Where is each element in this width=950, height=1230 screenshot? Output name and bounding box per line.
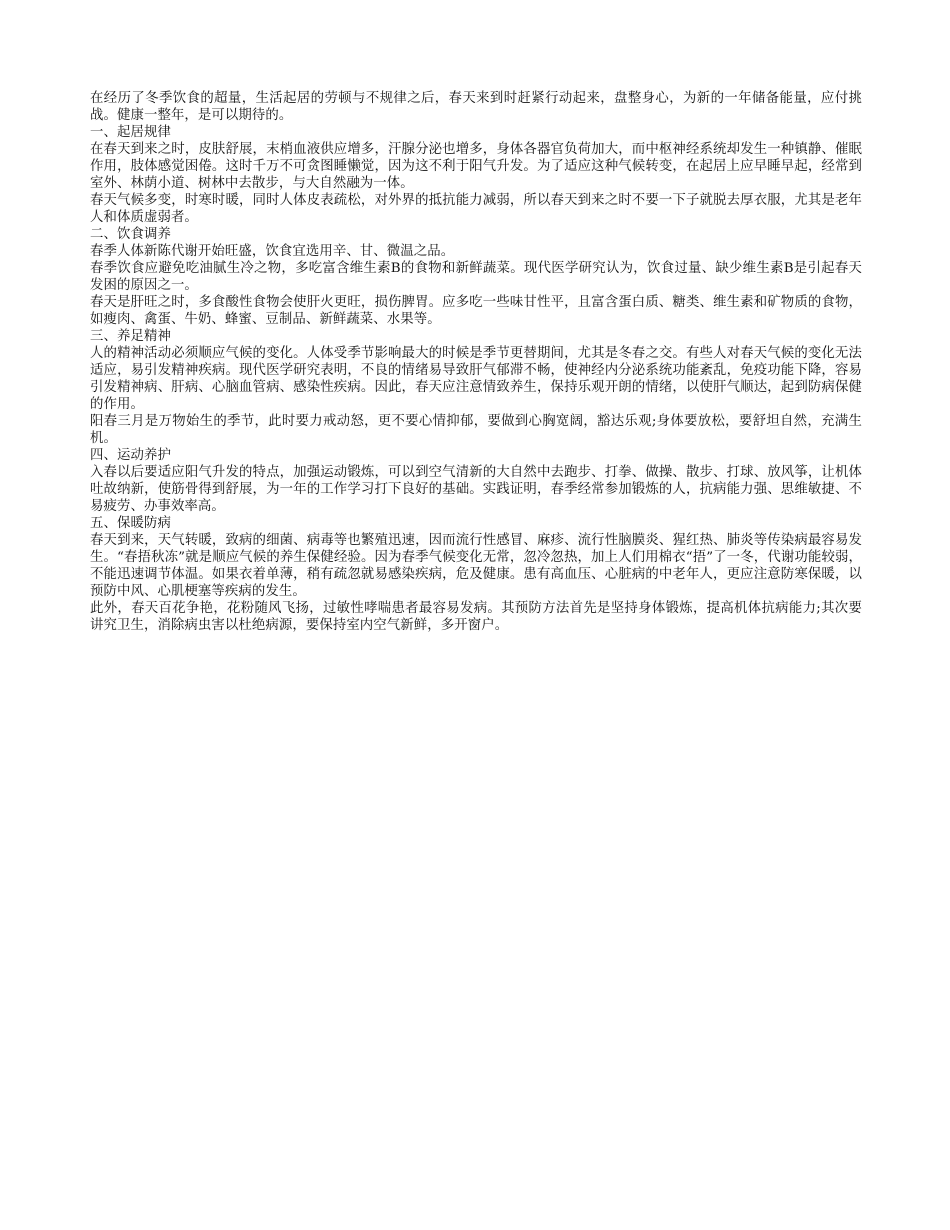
paragraph: 在春天到来之时，皮肤舒展，末梢血液供应增多，汗腺分泌也增多，身体各器官负荷加大，而中枢神经系统却发生一种镇静、催眠作用，肢体感觉困倦。这时千万不可贪图睡懒觉，因为这不利于阳气升发。为了适应这种气候转变，在起居上应早睡早起，经常到室外、林荫小道、树林中去散步，与大自然融为一体。 xyxy=(90,142,862,191)
section-heading: 四、运动养护 xyxy=(90,448,171,463)
paragraph: 人的精神活动必须顺应气候的变化。人体受季节影响最大的时候是季节更替期间，尤其是冬春之交。有些人对春天气候的变化无法适应，易引发精神疾病。现代医学研究表明，不良的情绪易导致肝气郁滞不畅，使神经内分泌系统功能紊乱，免疫功能下降，容易引发精神病、肝病、心脑血管病、感染性疾病。因此，春天应注意情致养生，保持乐观开朗的情绪，以使肝气顺达，起到防病保健的作用。 xyxy=(90,346,862,412)
section-heading: 五、保暖防病 xyxy=(90,516,171,531)
paragraph: 春天气候多变，时寒时暖，同时人体皮表疏松，对外界的抵抗能力减弱，所以春天到来之时不要一下子就脱去厚衣服，尤其是老年人和体质虚弱者。 xyxy=(90,193,862,225)
paragraph: 春天是肝旺之时，多食酸性食物会使肝火更旺，损伤脾胃。应多吃一些味甘性平，且富含蛋白质、糖类、维生素和矿物质的食物，如瘦肉、禽蛋、牛奶、蜂蜜、豆制品、新鲜蔬菜、水果等。 xyxy=(90,295,862,327)
section-exercise xyxy=(90,447,862,515)
section-lifestyle xyxy=(90,124,862,226)
paragraph: 此外，春天百花争艳，花粉随风飞扬，过敏性哮喘患者最容易发病。其预防方法首先是坚持身体锻炼，提高机体抗病能力;其次要讲究卫生，消除病虫害以杜绝病源，要保持室内空气新鲜，多开窗户。 xyxy=(90,601,862,633)
paragraph: 春天到来，天气转暖，致病的细菌、病毒等也繁殖迅速，因而流行性感冒、麻疹、流行性脑膜炎、猩红热、肺炎等传染病最容易发生。“春捂秋冻”就是顺应气候的养生保健经验。因为春季气候变化无常，忽冷忽热，加上人们用棉衣“捂”了一冬，代谢功能较弱，不能迅速调节体温。如果衣着单薄，稍有疏忽就易感染疾病，危及健康。患有高血压、心脏病的中老年人，更应注意防寒保暖，以预防中风、心肌梗塞等疾病的发生。 xyxy=(90,533,862,599)
section-spirit xyxy=(90,328,862,447)
paragraph: 春季饮食应避免吃油腻生冷之物，多吃富含维生素B的食物和新鲜蔬菜。现代医学研究认为，饮食过量、缺少维生素B是引起春天发困的原因之一。 xyxy=(90,261,862,293)
section-heading: 三、养足精神 xyxy=(90,329,171,344)
intro-paragraph: 在经历了冬季饮食的超量，生活起居的劳顿与不规律之后，春天来到时赶紧行动起来，盘整身心，为新的一年储备能量，应付挑战。健康一整年，是可以期待的。 xyxy=(90,91,862,123)
paragraph: 阳春三月是万物始生的季节，此时要力戒动怒，更不要心情抑郁，要做到心胸宽阔，豁达乐观;身体要放松，要舒坦自然，充满生机。 xyxy=(90,414,862,446)
section-diet xyxy=(90,226,862,328)
paragraph: 春季人体新陈代谢开始旺盛，饮食宜选用辛、甘、微温之品。 xyxy=(90,244,455,259)
document-body xyxy=(90,90,862,634)
section-heading: 二、饮食调养 xyxy=(90,227,171,242)
section-warmth xyxy=(90,515,862,634)
section-heading: 一、起居规律 xyxy=(90,125,171,140)
paragraph: 入春以后要适应阳气升发的特点，加强运动锻炼，可以到空气清新的大自然中去跑步、打拳、做操、散步、打球、放风筝，让机体吐故纳新，使筋骨得到舒展，为一年的工作学习打下良好的基础。实践证明，春季经常参加锻炼的人，抗病能力强、思维敏捷、不易疲劳、办事效率高。 xyxy=(90,465,862,514)
